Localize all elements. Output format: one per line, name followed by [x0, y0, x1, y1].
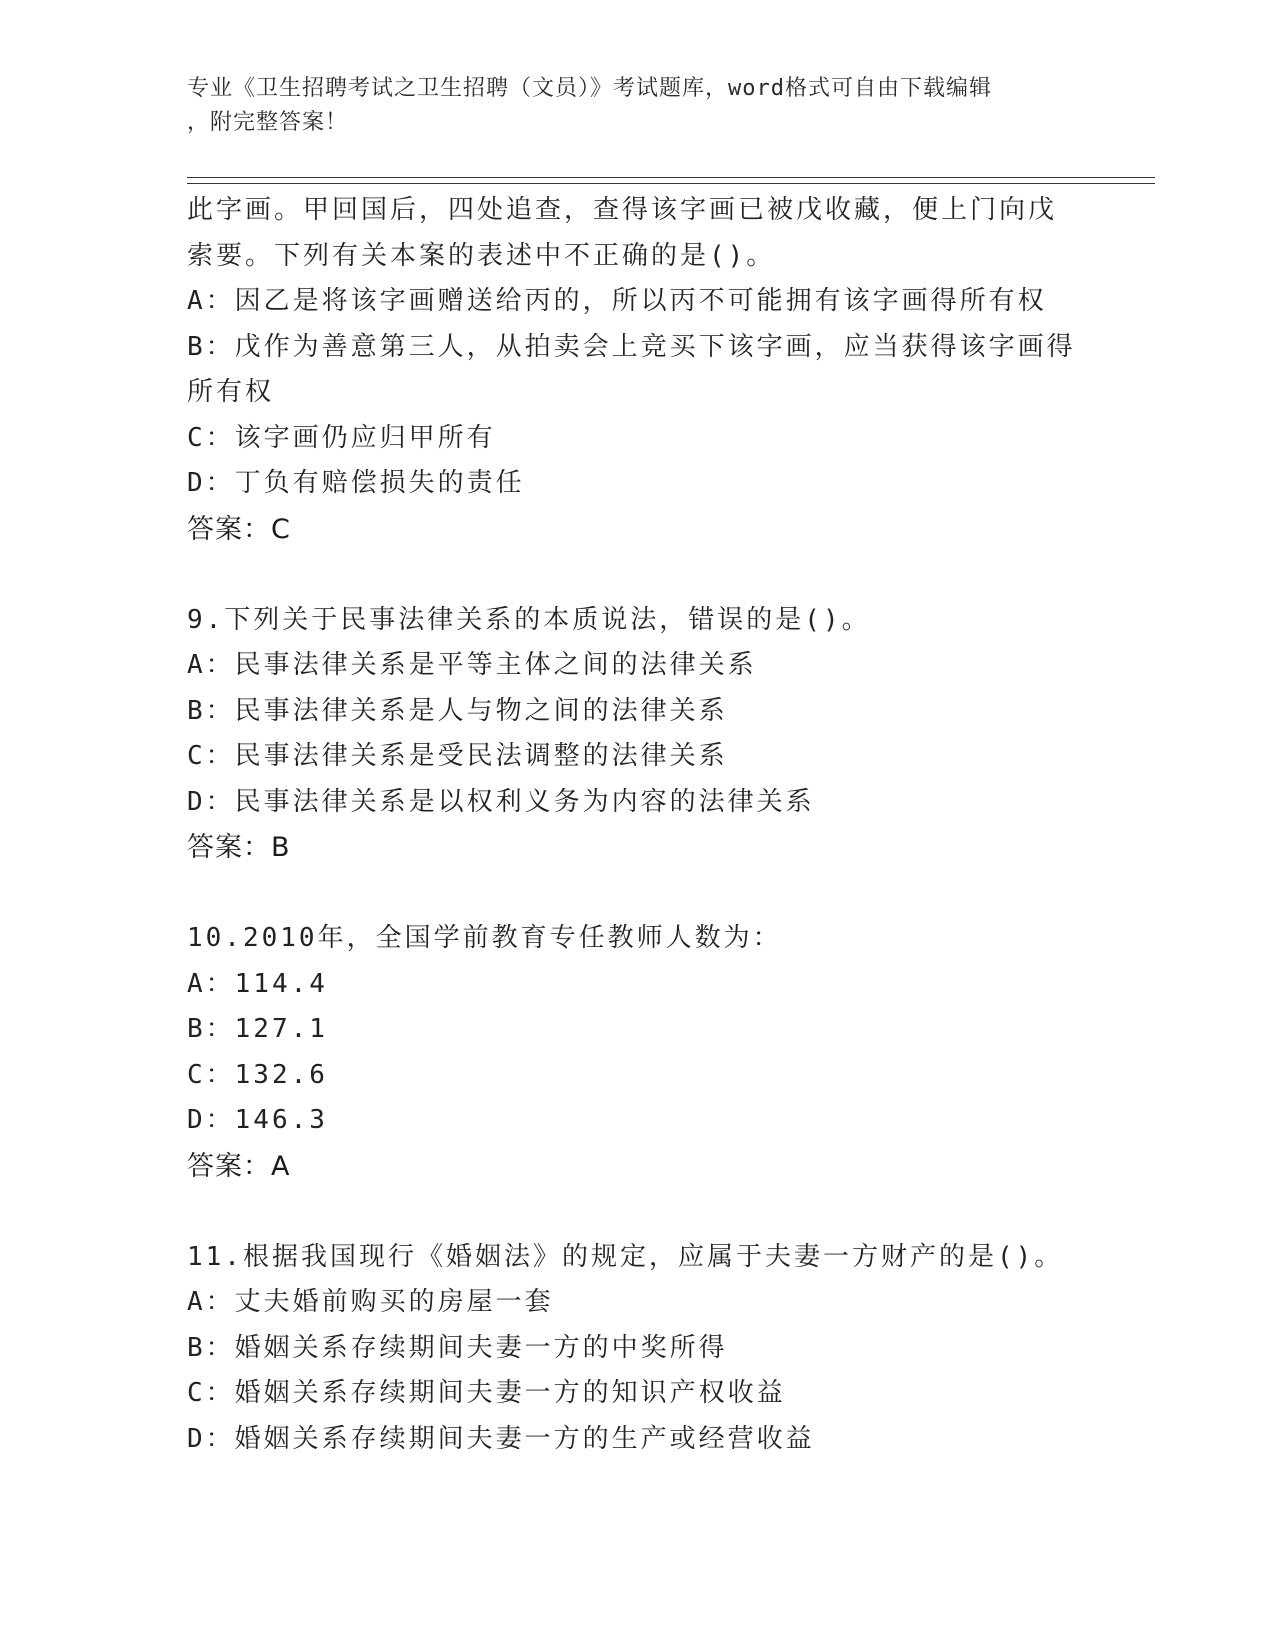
option-a: A：114.4 [187, 968, 328, 999]
option-c: C：婚姻关系存续期间夫妻一方的知识产权收益 [187, 1378, 786, 1408]
question-stem-line: 此字画。甲回国后，四处追查，查得该字画已被戊收藏，便上门向戊 [187, 195, 1058, 225]
header-line-2: ，附完整答案！ [187, 110, 349, 135]
question-9 [187, 598, 1087, 871]
option-c: C：该字画仍应归甲所有 [187, 422, 496, 453]
question-10 [187, 916, 1087, 1189]
document-header [187, 72, 1087, 140]
option-c: C：132.6 [187, 1059, 328, 1090]
question-stem-line: 索要。下列有关本案的表述中不正确的是()。 [187, 240, 776, 271]
option-c: C：民事法律关系是受民法调整的法律关系 [187, 741, 728, 771]
answer-label: 答案：B [187, 832, 291, 863]
question-content [187, 188, 1087, 1462]
option-b-continued: 所有权 [187, 377, 275, 407]
option-b: B：婚姻关系存续期间夫妻一方的中奖所得 [187, 1332, 728, 1363]
spacer [187, 1189, 1087, 1235]
spacer [187, 871, 1087, 917]
question-stem: 9.下列关于民事法律关系的本质说法，错误的是()。 [187, 604, 871, 635]
header-divider-top [187, 177, 1155, 178]
option-d: D：146.3 [187, 1105, 328, 1135]
option-d: D：婚姻关系存续期间夫妻一方的生产或经营收益 [187, 1423, 815, 1454]
option-b: B：127.1 [187, 1014, 328, 1044]
question-8-continued [187, 188, 1087, 552]
option-d: D：民事法律关系是以权利义务为内容的法律关系 [187, 786, 815, 817]
header-line-1: 专业《卫生招聘考试之卫生招聘（文员）》考试题库，word格式可自由下载编辑 [187, 76, 992, 101]
answer-label: 答案：C [187, 513, 291, 545]
option-a: A：丈夫婚前购买的房屋一套 [187, 1287, 554, 1317]
question-stem: 10.2010年，全国学前教育专任教师人数为： [187, 923, 782, 953]
answer-label: 答案：A [187, 1150, 291, 1182]
option-a: A：因乙是将该字画赠送给丙的，所以丙不可能拥有该字画得所有权 [187, 286, 1047, 316]
header-divider-bottom [187, 183, 1155, 184]
option-a: A：民事法律关系是平等主体之间的法律关系 [187, 650, 757, 680]
option-d: D：丁负有赔偿损失的责任 [187, 468, 525, 498]
option-b: B：民事法律关系是人与物之间的法律关系 [187, 695, 728, 726]
question-stem: 11.根据我国现行《婚姻法》的规定，应属于夫妻一方财产的是()。 [187, 1241, 1064, 1272]
option-b: B：戊作为善意第三人，从拍卖会上竞买下该字画，应当获得该字画得 [187, 331, 1076, 362]
spacer [187, 552, 1087, 598]
question-11 [187, 1235, 1087, 1463]
